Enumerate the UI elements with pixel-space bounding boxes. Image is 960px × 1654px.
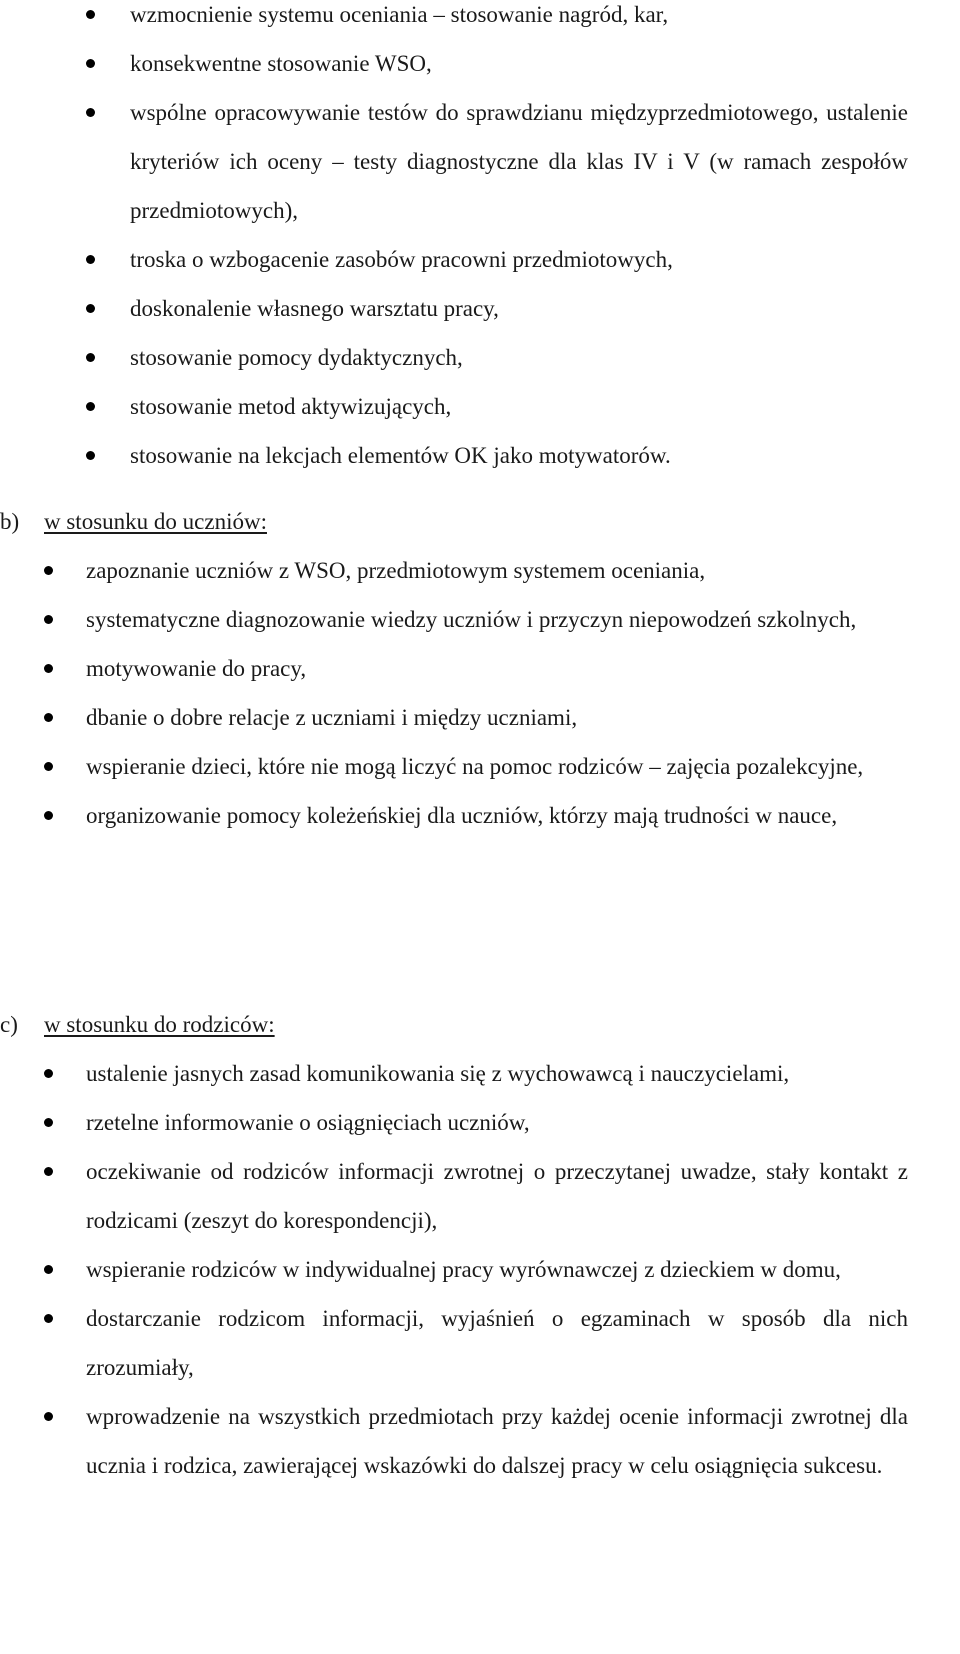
bullet-icon bbox=[86, 59, 95, 68]
section-b bbox=[0, 497, 960, 840]
list-item-text: wprowadzenie na wszystkich przedmiotach przy każdej ocenie informacji zwrotnej dla ucznia i rodzica, zawierającej wskazówki do dalszej pracy w celu osiągnięcia sukcesu. bbox=[86, 1404, 908, 1478]
list-item-text: dbanie o dobre relacje z uczniami i między uczniami, bbox=[86, 705, 578, 730]
list-item-text: systematyczne diagnozowanie wiedzy uczniów i przyczyn niepowodzeń szkolnych, bbox=[86, 607, 857, 632]
bullet-icon bbox=[86, 304, 95, 313]
list-item-text: troska o wzbogacenie zasobów pracowni przedmiotowych, bbox=[130, 247, 673, 272]
bullet-icon bbox=[44, 762, 53, 771]
list-item bbox=[0, 235, 960, 284]
list-item-text: organizowanie pomocy koleżeńskiej dla uczniów, którzy mają trudności w nauce, bbox=[86, 803, 838, 828]
bullet-icon bbox=[86, 108, 95, 117]
list-item-text: dostarczanie rodzicom informacji, wyjaśnień o egzaminach w sposób dla nich zrozumiały, bbox=[86, 1306, 908, 1380]
bullet-icon bbox=[44, 1069, 53, 1078]
list-section-b bbox=[0, 546, 960, 840]
list-item-text: wspólne opracowywanie testów do sprawdzianu międzyprzedmiotowego, ustalenie kryteriów ich oceny – testy diagnostyczne dla klas IV i V (w ramach zespołów przedmiotowych), bbox=[130, 100, 908, 223]
bullet-icon bbox=[44, 1265, 53, 1274]
list-item bbox=[0, 1294, 960, 1392]
list-item bbox=[0, 431, 960, 480]
list-item-text: motywowanie do pracy, bbox=[86, 656, 307, 681]
section-letter: b) bbox=[0, 509, 20, 534]
list-item bbox=[0, 0, 960, 39]
section-letter: c) bbox=[0, 1012, 18, 1037]
list-item-text: wspieranie rodziców w indywidualnej pracy wyrównawczej z dzieckiem w domu, bbox=[86, 1257, 841, 1282]
list-item bbox=[0, 333, 960, 382]
list-item-text: ustalenie jasnych zasad komunikowania się z wychowawcą i nauczycielami, bbox=[86, 1061, 790, 1086]
list-item bbox=[0, 644, 960, 693]
list-item bbox=[0, 1392, 960, 1490]
list-item bbox=[0, 284, 960, 333]
bullet-icon bbox=[44, 713, 53, 722]
bullet-icon bbox=[86, 10, 95, 19]
list-item bbox=[0, 1147, 960, 1245]
bullet-icon bbox=[44, 811, 53, 820]
section-heading bbox=[0, 497, 960, 546]
list-item-text: stosowanie na lekcjach elementów OK jako motywatorów. bbox=[130, 443, 671, 468]
section-title: w stosunku do uczniów: bbox=[44, 509, 267, 534]
list-item bbox=[0, 546, 960, 595]
bullet-icon bbox=[44, 664, 53, 673]
list-item-text: konsekwentne stosowanie WSO, bbox=[130, 51, 432, 76]
list-item bbox=[0, 742, 960, 791]
bullet-icon bbox=[44, 1167, 53, 1176]
list-item-text: wspieranie dzieci, które nie mogą liczyć na pomoc rodziców – zajęcia pozalekcyjne, bbox=[86, 754, 864, 779]
list-item bbox=[0, 1098, 960, 1147]
bullet-icon bbox=[44, 1412, 53, 1421]
list-item-text: zapoznanie uczniów z WSO, przedmiotowym systemem oceniania, bbox=[86, 558, 706, 583]
bullet-icon bbox=[86, 255, 95, 264]
list-item bbox=[0, 693, 960, 742]
list-item-text: rzetelne informowanie o osiągnięciach uczniów, bbox=[86, 1110, 530, 1135]
section-title: w stosunku do rodziców: bbox=[44, 1012, 275, 1037]
bullet-icon bbox=[86, 402, 95, 411]
list-section-a bbox=[0, 0, 960, 480]
bullet-icon bbox=[44, 1314, 53, 1323]
list-item bbox=[0, 39, 960, 88]
list-item bbox=[0, 595, 960, 644]
list-item bbox=[0, 382, 960, 431]
list-item bbox=[0, 88, 960, 235]
list-section-c bbox=[0, 1049, 960, 1490]
list-item-text: stosowanie metod aktywizujących, bbox=[130, 394, 452, 419]
bullet-icon bbox=[44, 1118, 53, 1127]
list-item-text: stosowanie pomocy dydaktycznych, bbox=[130, 345, 463, 370]
bullet-icon bbox=[86, 451, 95, 460]
section-c bbox=[0, 1000, 960, 1490]
bullet-icon bbox=[86, 353, 95, 362]
list-item-text: doskonalenie własnego warsztatu pracy, bbox=[130, 296, 499, 321]
list-item bbox=[0, 1245, 960, 1294]
list-item-text: oczekiwanie od rodziców informacji zwrotnej o przeczytanej uwadze, stały kontakt z rodzicami (zeszyt do korespondencji), bbox=[86, 1159, 908, 1233]
section-heading bbox=[0, 1000, 960, 1049]
list-item bbox=[0, 791, 960, 840]
list-item bbox=[0, 1049, 960, 1098]
bullet-icon bbox=[44, 566, 53, 575]
bullet-icon bbox=[44, 615, 53, 624]
list-item-text: wzmocnienie systemu oceniania – stosowanie nagród, kar, bbox=[130, 2, 669, 27]
